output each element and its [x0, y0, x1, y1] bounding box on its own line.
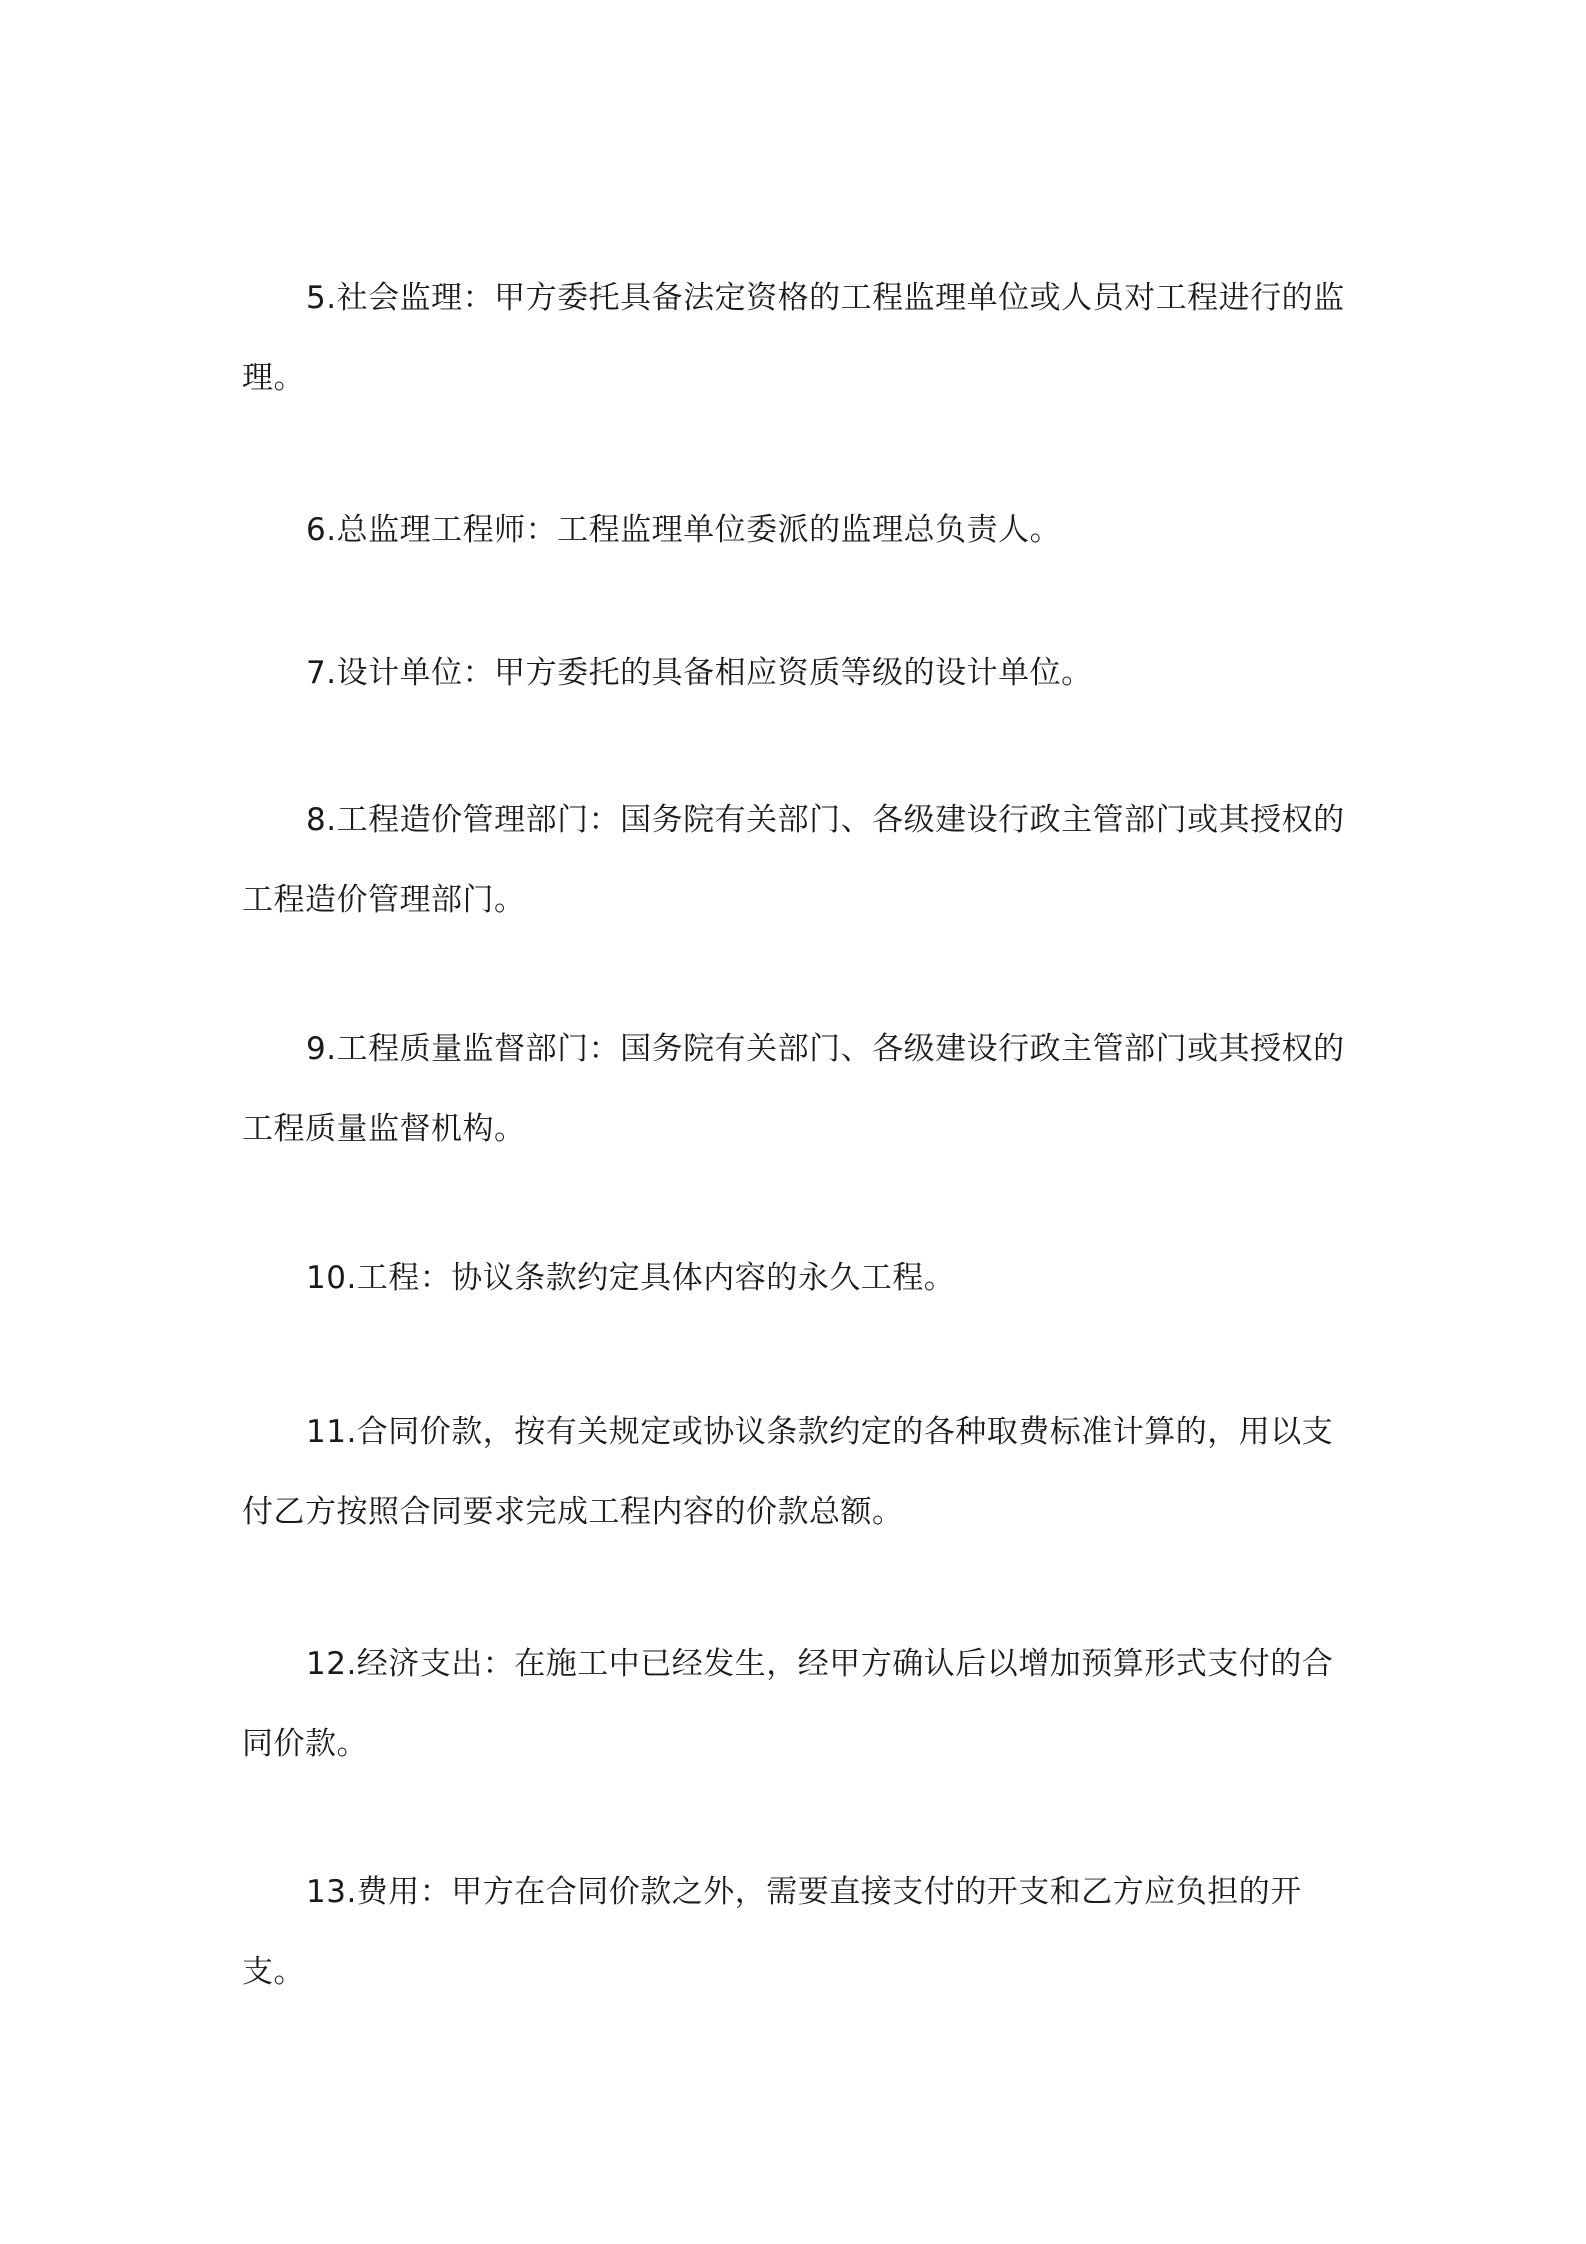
clause-13: 13.费用：甲方在合同价款之外，需要直接支付的开支和乙方应负担的开支。 — [242, 1874, 1302, 1990]
clause-5: 5.社会监理：甲方委托具备法定资格的工程监理单位或人员对工程进行的监理。 — [242, 280, 1345, 396]
clause-9: 9.工程质量监督部门：国务院有关部门、各级建设行政主管部门或其授权的工程质量监督机构。 — [242, 1031, 1345, 1147]
clause-6: 6.总监理工程师：工程监理单位委派的监理总负责人。 — [306, 512, 1062, 548]
clause-10: 10.工程：协议条款约定具体内容的永久工程。 — [306, 1260, 956, 1296]
clause-11: 11.合同价款，按有关规定或协议条款约定的各种取费标准计算的，用以支付乙方按照合同要求完成工程内容的价款总额。 — [242, 1414, 1334, 1530]
clause-8: 8.工程造价管理部门：国务院有关部门、各级建设行政主管部门或其授权的工程造价管理部门。 — [242, 802, 1345, 918]
clause-7: 7.设计单位：甲方委托的具备相应资质等级的设计单位。 — [306, 655, 1093, 691]
clause-12: 12.经济支出：在施工中已经发生，经甲方确认后以增加预算形式支付的合同价款。 — [242, 1646, 1334, 1762]
